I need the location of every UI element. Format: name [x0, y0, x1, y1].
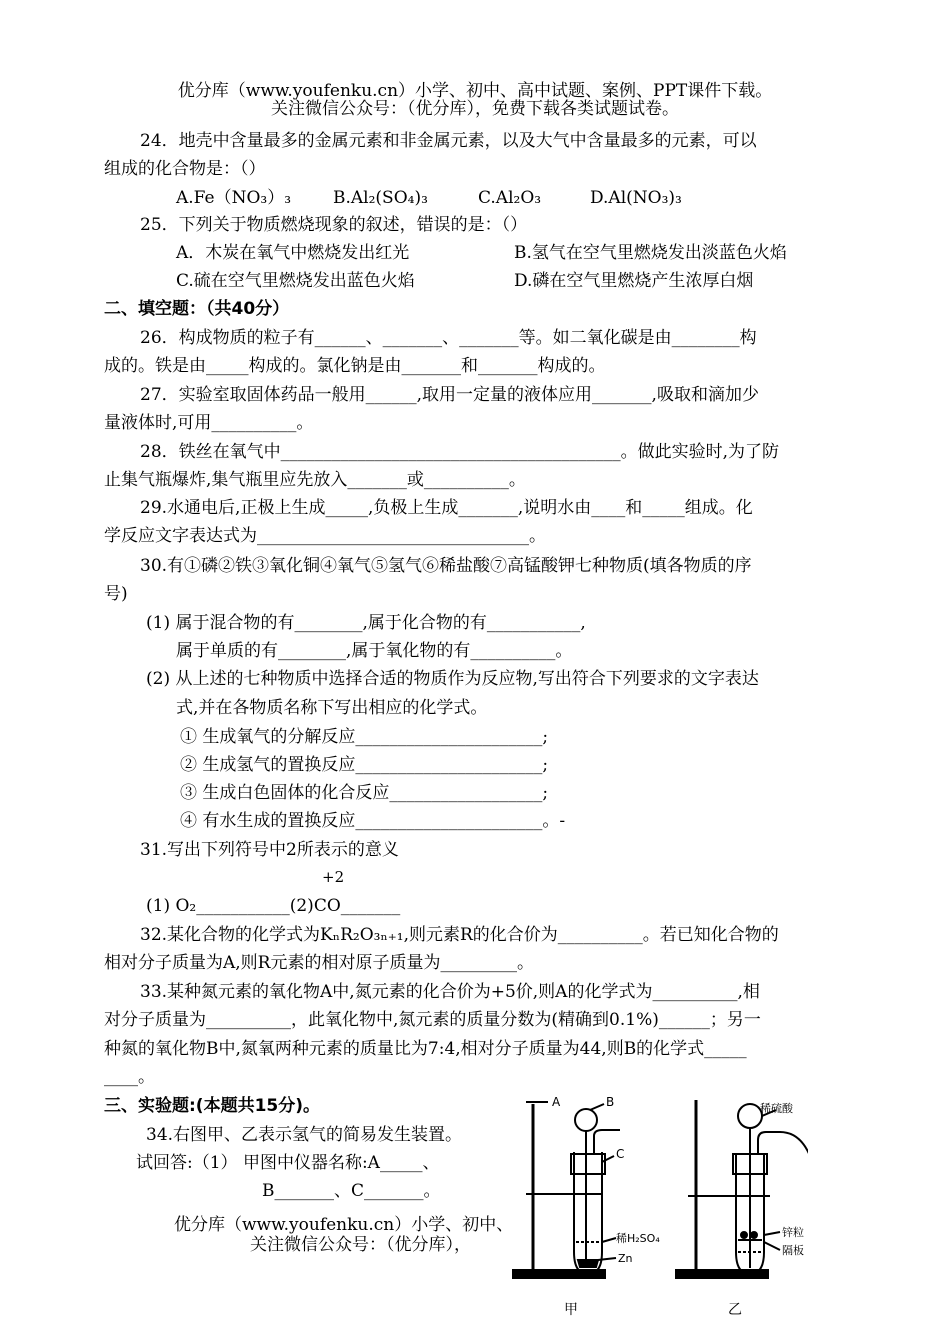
q34-line-1: 34.右图甲、乙表示氢气的简易发生装置。	[146, 1125, 463, 1145]
q33-line-1: 33.某种氮元素的氧化物A中,氮元素的化合价为+5价,则A的化学式为__________,相	[140, 982, 760, 1002]
q33-line-2: 对分子质量为__________，此氧化物中,氮元素的质量分数为(精确到0.1%)______；另一	[104, 1010, 761, 1030]
right-funnel-bulb	[738, 1104, 762, 1128]
q31-valence-mark: +2	[322, 868, 345, 886]
q29-line-1: 29.水通电后,正极上生成_____,负极上生成_______,说明水由____和_____组成。化	[140, 498, 753, 518]
q25-option-a: A．木炭在氧气中燃烧发出红光	[176, 243, 410, 263]
left-stopper	[571, 1154, 605, 1174]
section-3-heading: 三、实验题:(本题共15分)。	[104, 1096, 320, 1116]
q24-option-a: A.Fe（NO₃）₃	[176, 188, 292, 208]
q28-line-2: 止集气瓶爆炸,集气瓶里应先放入_______或__________。	[104, 470, 526, 490]
granule-pointer	[764, 1232, 780, 1235]
q33-line-3: 种氮的氧化物B中,氮氧两种元素的质量比为7:4,相对分子质量为44,则B的化学式_____	[104, 1039, 747, 1059]
label-c-pointer	[602, 1156, 614, 1162]
q24-option-b: B.Al₂(SO₄)₃	[333, 188, 428, 208]
q25-option-d: D.磷在空气里燃烧产生浓厚白烟	[514, 271, 754, 291]
q34-line-2: 试回答:（1） 甲图中仪器名称:A_____、	[136, 1153, 440, 1173]
left-test-tube	[574, 1152, 602, 1274]
q25-option-b: B.氢气在空气里燃烧发出淡蓝色火焰	[514, 243, 787, 263]
q26-line-1: 26．构成物质的粒子有______、_______、_______等。如二氧化碳是由________构	[140, 328, 757, 348]
q28-line-1: 28．铁丝在氧气中________________________________________。做此实验时,为了防	[140, 442, 780, 462]
q24-line-2: 组成的化合物是：（）	[104, 159, 266, 179]
q29-line-2: 学反应文字表达式为________________________________。	[104, 526, 546, 546]
label-zn: Zn	[618, 1252, 633, 1265]
q24-line-1: 24．地壳中含量最多的金属元素和非金属元素，以及大气中含量最多的元素，可以	[140, 131, 757, 151]
right-delivery-tube	[758, 1132, 808, 1156]
q32-line-1: 32.某化合物的化学式为KₙR₂O₃ₙ₊₁,则元素R的化合价为__________。若已知化合物的	[140, 925, 779, 945]
q30-line-2: 号)	[104, 584, 128, 604]
q30-line-1: 30.有①磷②铁③氧化铜④氧气⑤氢气⑥稀盐酸⑦高锰酸钾七种物质(填各物质的序	[140, 556, 752, 576]
label-dilute-h2so4: 稀H₂SO₄	[616, 1232, 660, 1245]
q30-reaction-4: ④ 有水生成的置换反应______________________。-	[180, 811, 566, 831]
left-funnel-bulb	[575, 1109, 597, 1131]
header-line-1: 优分库（www.youfenku.cn）小学、初中、高中试题、案例、PPT课件下载。	[177, 81, 773, 101]
q24-option-d: D.Al(NO₃)₃	[590, 188, 682, 208]
q30-reaction-2: ② 生成氢气的置换反应______________________;	[180, 755, 549, 775]
caption-yi: 乙	[728, 1302, 742, 1318]
q25-stem: 25．下列关于物质燃烧现象的叙述，错误的是：（）	[140, 215, 528, 235]
partition-pointer	[764, 1242, 780, 1250]
acid-pointer	[602, 1238, 616, 1242]
section-2-heading: 二、填空题：（共40分）	[104, 299, 290, 319]
zinc-granule	[751, 1232, 757, 1238]
label-a: A	[552, 1095, 561, 1109]
q32-line-2: 相对分子质量为A,则R元素的相对原子质量为_________。	[104, 953, 534, 973]
q24-option-c: C.Al₂O₃	[478, 188, 542, 208]
q30-part2-line-1: (2) 从上述的七种物质中选择合适的物质作为反应物,写出符合下列要求的文字表达	[146, 669, 759, 689]
q27-line-2: 量液体时,可用__________。	[104, 413, 314, 433]
q26-line-2: 成的。铁是由_____构成的。氯化钠是由_______和_______构成的。	[104, 356, 606, 376]
header-line-2: 关注微信公众号：（优分库），免费下载各类试题试卷。	[271, 99, 679, 119]
q30-reaction-3: ③ 生成白色固体的化合反应__________________;	[180, 783, 549, 803]
label-c: C	[616, 1147, 625, 1161]
label-b: B	[606, 1095, 615, 1109]
label-zinc-granules: 锌粒	[782, 1226, 804, 1239]
hydrogen-generator-figure	[508, 1092, 808, 1342]
label-partition: 隔板	[782, 1244, 804, 1257]
q30-part1-line-2: 属于单质的有________,属于氧化物的有__________。	[176, 641, 573, 661]
caption-jia: 甲	[564, 1302, 578, 1318]
label-b-pointer	[590, 1104, 604, 1110]
q34-line-3: B_______、C_______。	[262, 1181, 441, 1201]
footer-line-1: 优分库（www.youfenku.cn）小学、初中、	[174, 1215, 514, 1235]
zinc-granule	[741, 1232, 747, 1238]
footer-line-2: 关注微信公众号：（优分库），	[250, 1235, 471, 1255]
q31-items: (1) O₂___________(2)CO_______	[146, 896, 401, 916]
q27-line-1: 27．实验室取固体药品一般用______,取用一定量的液体应用_______,吸取和滴加少	[140, 385, 759, 405]
label-dilute-sulfuric-acid: 稀硫酸	[760, 1102, 793, 1115]
q25-option-c: C.硫在空气里燃烧发出蓝色火焰	[176, 271, 415, 291]
q30-reaction-1: ① 生成氧气的分解反应______________________;	[180, 727, 549, 747]
q30-part2-line-2: 式,并在各物质名称下写出相应的化学式。	[176, 698, 488, 718]
q33-line-4: ____。	[104, 1067, 155, 1087]
left-zinc	[578, 1260, 598, 1267]
q31-stem: 31.写出下列符号中2所表示的意义	[140, 840, 399, 860]
q30-part1-line-1: (1) 属于混合物的有________,属于化合物的有___________,	[146, 613, 586, 633]
